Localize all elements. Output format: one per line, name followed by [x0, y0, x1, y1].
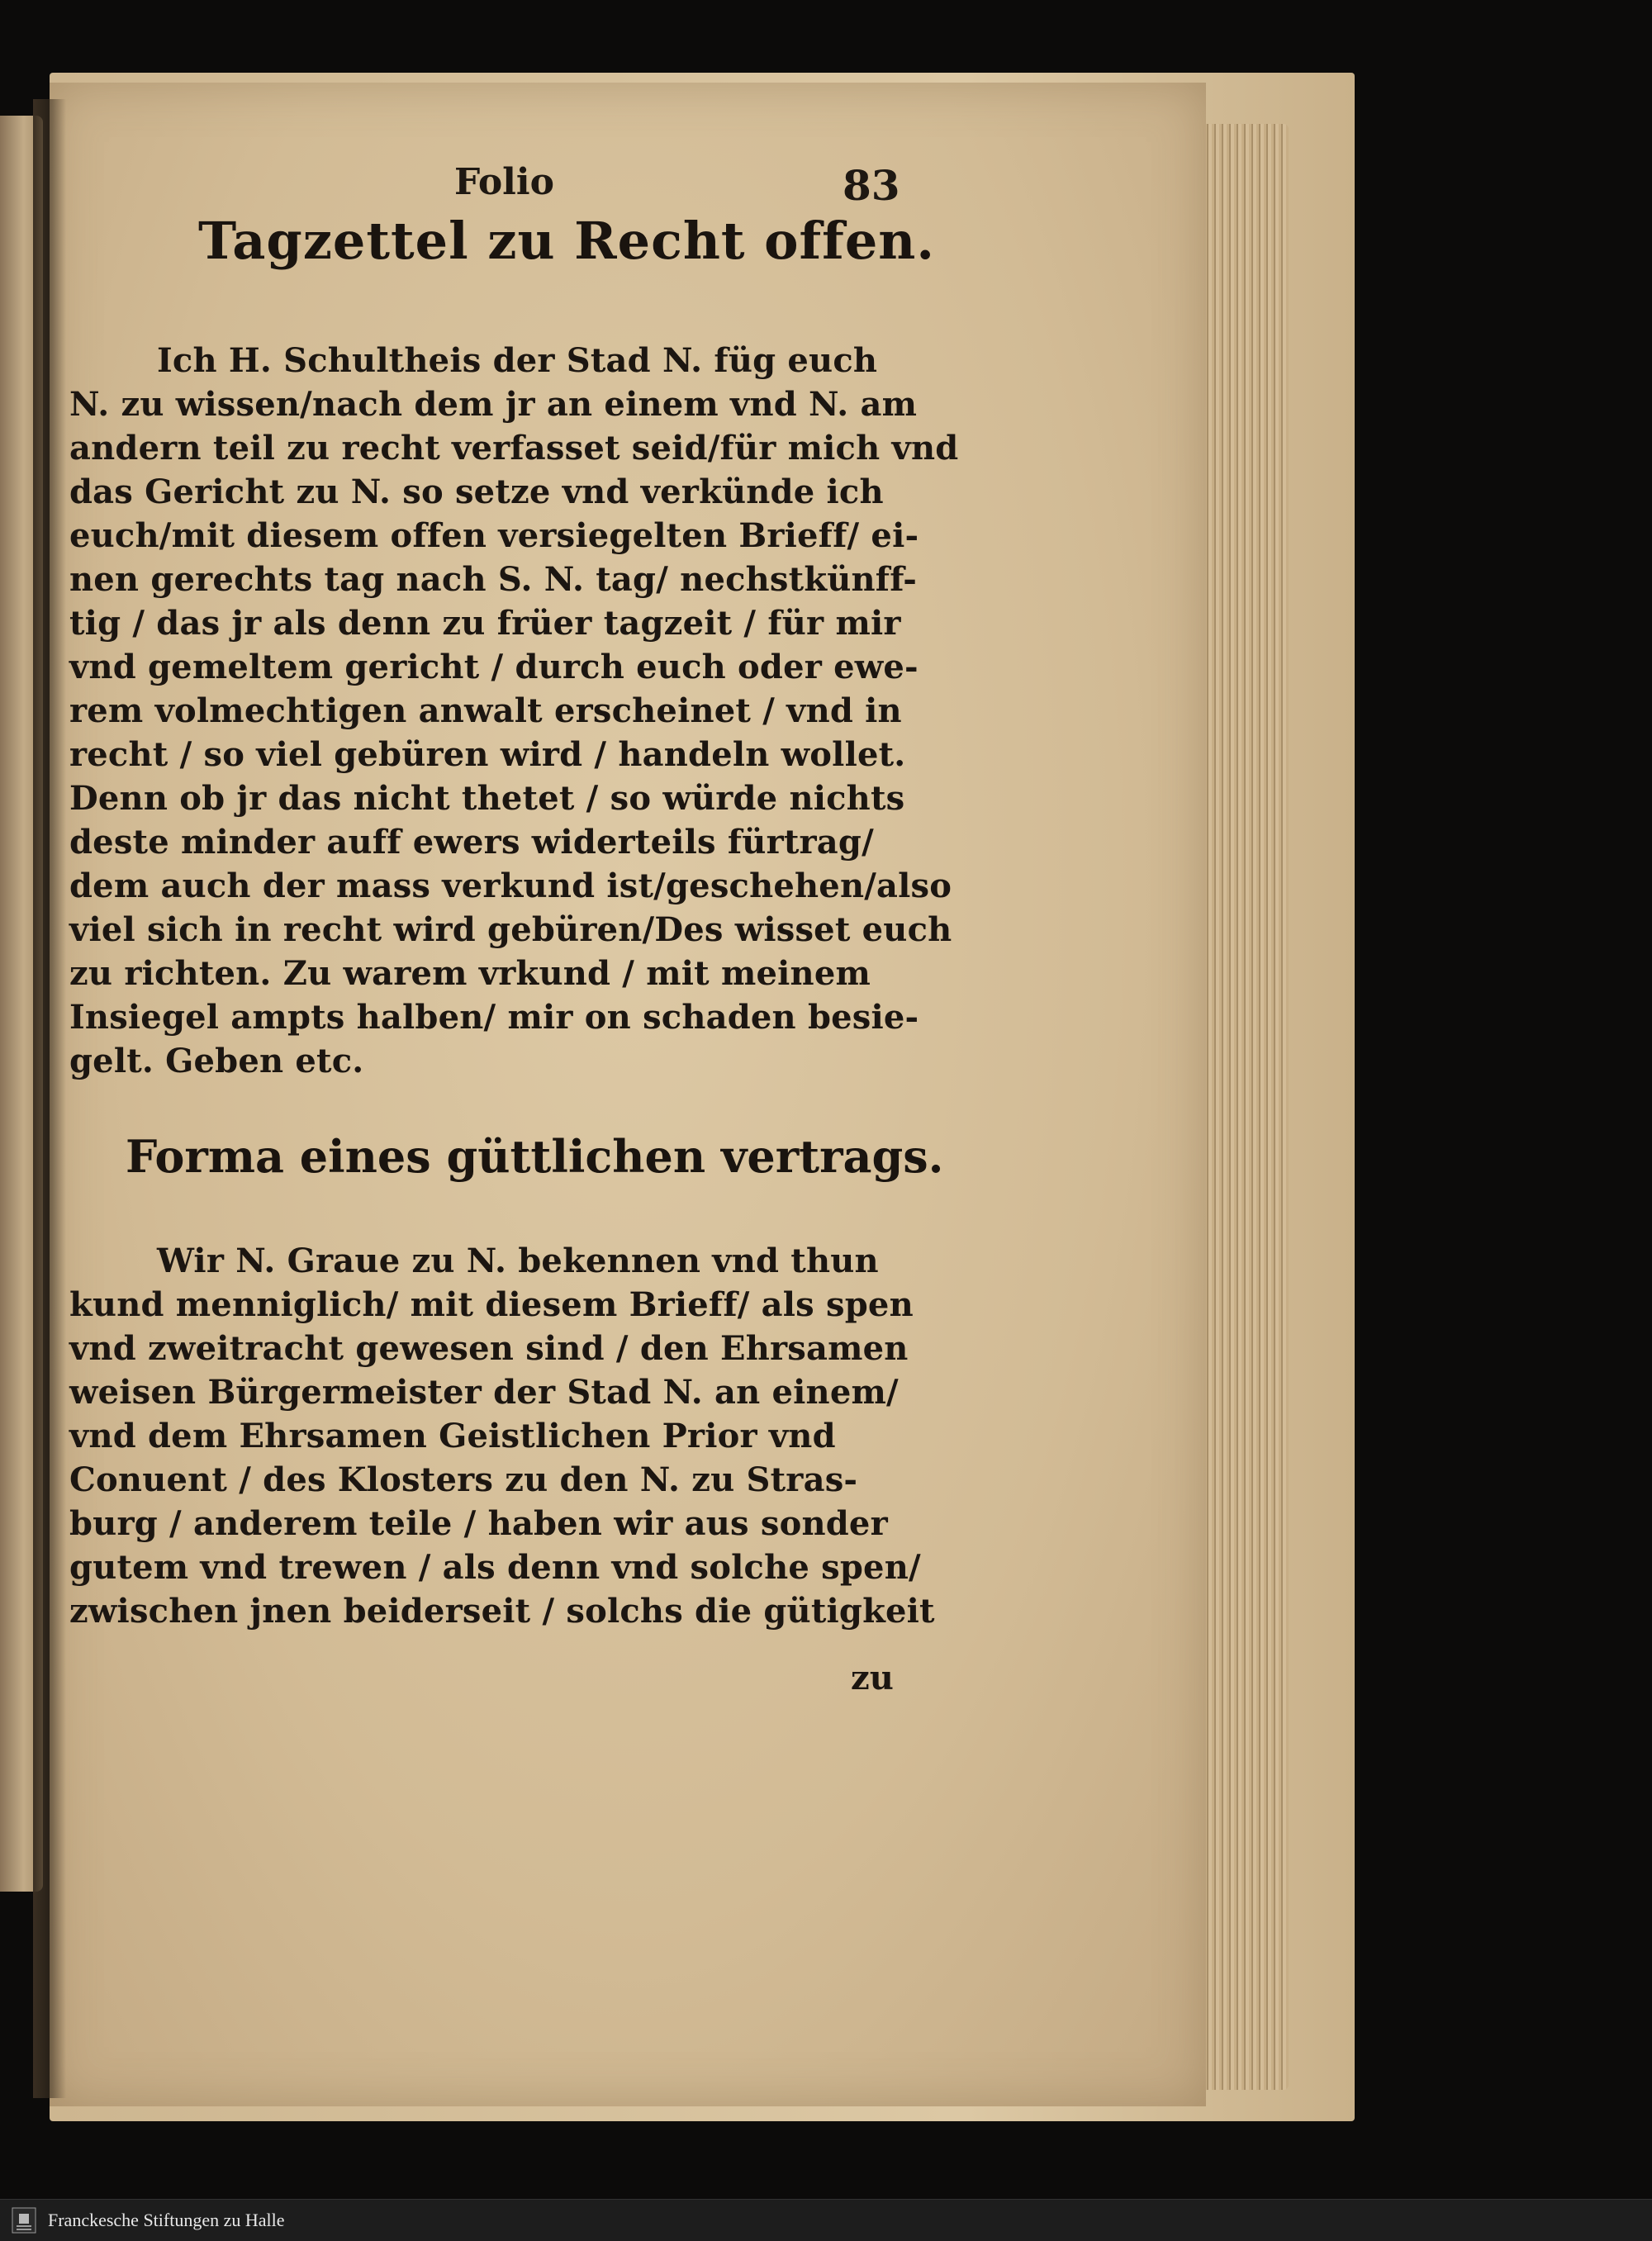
text-line: nen gerechts tag nach S. N. tag/ nechstkünff-: [69, 560, 917, 599]
text-line: dem auch der mass verkund ist/geschehen/also: [69, 866, 952, 905]
text-line: vnd gemeltem gericht / durch euch oder ewe-: [69, 648, 919, 686]
text-line: zu richten. Zu warem vrkund / mit meinem: [69, 954, 871, 993]
text-line: gelt. Geben etc.: [69, 1042, 364, 1080]
text-line: viel sich in recht wird gebüren/Des wisset euch: [69, 910, 952, 949]
text-line: Wir N. Graue zu N. bekennen vnd thun: [157, 1242, 879, 1280]
institution-logo-icon: [12, 2207, 36, 2234]
text-line: gutem vnd trewen / als denn vnd solche spen/: [69, 1548, 921, 1587]
text-line: Conuent / des Klosters zu den N. zu Stras-: [69, 1460, 858, 1499]
text-line: recht / so viel gebüren wird / handeln wollet.: [69, 735, 906, 774]
catchword: zu: [851, 1659, 894, 1697]
text-line: burg / anderem teile / haben wir aus sonder: [69, 1504, 888, 1543]
text-line: Ich H. Schultheis der Stad N. füg euch: [157, 341, 878, 380]
viewer-footer: [0, 2199, 1652, 2241]
folio-number: 83: [843, 161, 900, 210]
section-heading: Forma eines güttlichen vertrags.: [126, 1130, 944, 1183]
text-line: andern teil zu recht verfasset seid/für mich vnd: [69, 429, 959, 468]
text-line: vnd dem Ehrsamen Geistlichen Prior vnd: [69, 1417, 836, 1455]
text-line: rem volmechtigen anwalt erscheinet / vnd in: [69, 691, 902, 730]
paragraph-summons: [69, 339, 959, 1083]
text-line: weisen Bürgermeister der Stad N. an einem/: [69, 1373, 899, 1412]
text-line: zwischen jnen beiderseit / solchs die gütigkeit: [69, 1592, 935, 1631]
text-line: Denn ob jr das nicht thetet / so würde nichts: [69, 779, 905, 818]
text-line: deste minder auff ewers widerteils fürtrag/: [69, 823, 874, 862]
book-page: [50, 83, 1206, 2106]
text-line: kund menniglich/ mit diesem Brieff/ als spen: [69, 1285, 914, 1324]
page-header: [50, 161, 1206, 293]
text-line: vnd zweitracht gewesen sind / den Ehrsamen: [69, 1329, 909, 1368]
text-line: euch/mit diesem offen versiegelten Brieff/ ei-: [69, 516, 919, 555]
text-line: das Gericht zu N. so setze vnd verkünde ich: [69, 472, 884, 511]
running-title: Tagzettel zu Recht offen.: [198, 211, 935, 271]
paragraph-contract: [69, 1239, 943, 1633]
text-line: tig / das jr als denn zu früer tagzeit / für mir: [69, 604, 901, 643]
institution-name: Franckesche Stiftungen zu Halle: [48, 2210, 285, 2230]
text-line: N. zu wissen/nach dem jr an einem vnd N. am: [69, 385, 918, 424]
text-line: Insiegel ampts halben/ mir on schaden besie-: [69, 998, 919, 1037]
folio-label: Folio: [454, 161, 554, 203]
binding-shadow: [33, 99, 66, 2098]
